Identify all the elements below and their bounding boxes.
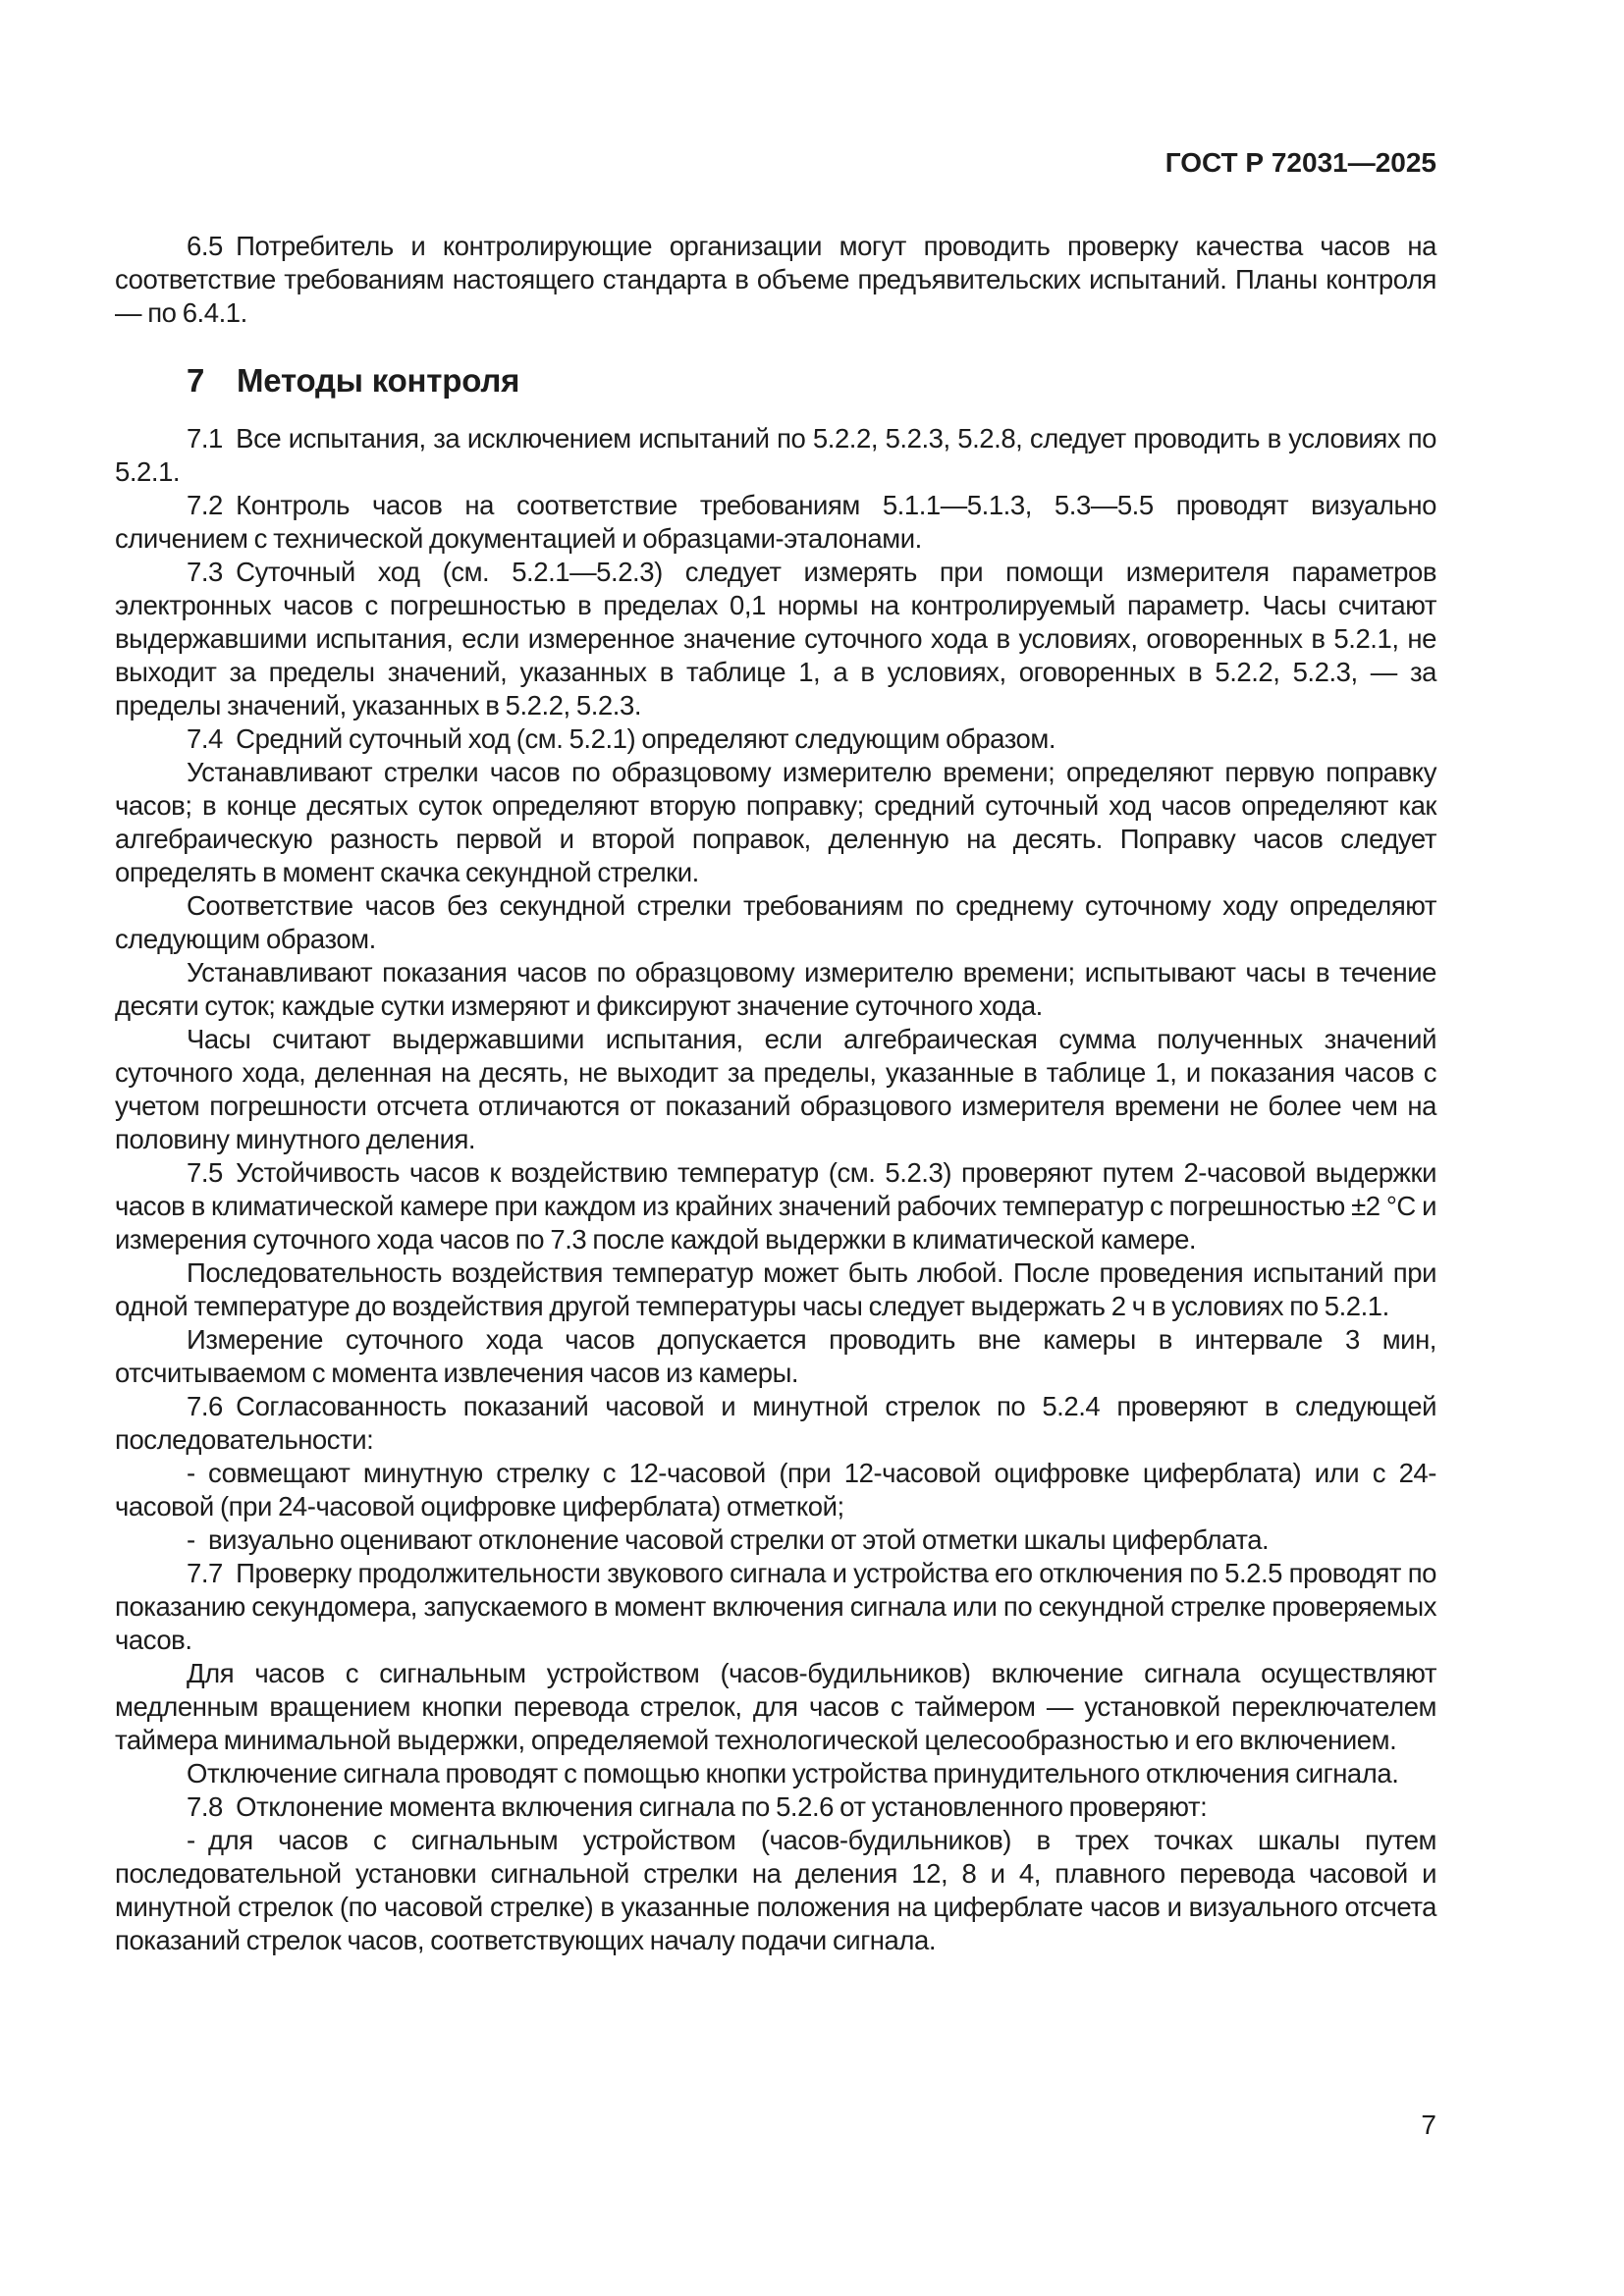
paragraph: 7.7 Проверку продолжительности звукового сигнала и устройства его отключения по 5.2.5 проводят по показанию секундомера, запускаемого в момент включения сигнала или по секундной стрелке проверяемых часов.	[115, 1558, 1436, 1655]
page-number: 7	[1421, 2109, 1436, 2140]
paragraph: Отключение сигнала проводят с помощью кнопки устройства принудительного отключения сигнала.	[187, 1758, 1399, 1789]
paragraph: 7.8 Отклонение момента включения сигнала по 5.2.6 от установленного проверяют:	[187, 1791, 1208, 1822]
list-item: - для часов с сигнальным устройством (часов-будильников) в трех точках шкалы путем последовательной установки сигнальной стрелки на деления 12, 8 и 4, плавного перевода часовой и минутной стрелок (по часовой стрелке) в указанные положения на циферблате часов и визуального отсчета показаний стрелок часов, соответствующих началу подачи сигнала.	[115, 1825, 1436, 1955]
section-heading: 7 Методы контроля	[187, 362, 520, 399]
paragraph: Для часов с сигнальным устройством (часов-будильников) включение сигнала осуществляют медленным вращением кнопки перевода стрелок, для часов с таймером — установкой переключателем таймера минимальной выдержки, определяемой технологической целесообразностью и его включением.	[115, 1658, 1436, 1755]
paragraph: 7.1 Все испытания, за исключением испытаний по 5.2.2, 5.2.3, 5.2.8, следует проводить в условиях по 5.2.1.	[115, 423, 1436, 487]
paragraph: 7.3 Суточный ход (см. 5.2.1—5.2.3) следует измерять при помощи измерителя параметров электронных часов с погрешностью в пределах 0,1 нормы на контролируемый параметр. Часы считают выдержавшими испытания, если измеренное значение суточного хода в условиях, оговоренных в 5.2.1, не выходит за пределы значений, указанных в таблице 1, а в условиях, оговоренных в 5.2.2, 5.2.3, — за пределы значений, указанных в 5.2.2, 5.2.3.	[115, 557, 1436, 721]
paragraph: Устанавливают показания часов по образцовому измерителю времени; испытывают часы в течение десяти суток; каждые сутки измеряют и фиксируют значение суточного хода.	[115, 957, 1436, 1021]
document-content	[115, 230, 1436, 1957]
paragraph: 7.5 Устойчивость часов к воздействию температур (см. 5.2.3) проверяют путем 2-часовой выдержки часов в климатической камере при каждом из крайних значений рабочих температур с погрешностью ±2 °С и измерения суточного хода часов по 7.3 после каждой выдержки в климатической камере.	[115, 1157, 1436, 1255]
paragraph: Соответствие часов без секундной стрелки требованиям по среднему суточному ходу определяют следующим образом.	[115, 890, 1436, 954]
document-header-code: ГОСТ Р 72031—2025	[1164, 147, 1436, 178]
paragraph: 7.6 Согласованность показаний часовой и минутной стрелок по 5.2.4 проверяют в следующей последовательности:	[115, 1391, 1436, 1455]
paragraph: Часы считают выдержавшими испытания, если алгебраическая сумма полученных значений суточного хода, деленная на десять, не выходит за пределы, указанные в таблице 1, и показания часов с учетом погрешности отсчета отличаются от показаний образцового измерителя времени не более чем на половину минутного деления.	[115, 1024, 1436, 1154]
paragraph: 6.5 Потребитель и контролирующие организации могут проводить проверку качества часов на соответствие требованиям настоящего стандарта в объеме предъявительских испытаний. Планы контроля — по 6.4.1.	[115, 231, 1436, 328]
paragraph: Устанавливают стрелки часов по образцовому измерителю времени; определяют первую поправку часов; в конце десятых суток определяют вторую поправку; средний суточный ход часов определяют как алгебраическую разность первой и второй поправок, деленную на десять. Поправку часов следует определять в момент скачка секундной стрелки.	[115, 757, 1436, 887]
paragraph: 7.2 Контроль часов на соответствие требованиям 5.1.1—5.1.3, 5.3—5.5 проводят визуально сличением с технической документацией и образцами-эталонами.	[115, 490, 1436, 554]
paragraph: Последовательность воздействия температур может быть любой. После проведения испытаний при одной температуре до воздействия другой температуры часы следует выдержать 2 ч в условиях по 5.2.1.	[115, 1257, 1436, 1321]
paragraph: 7.4 Средний суточный ход (см. 5.2.1) определяют следующим образом.	[187, 723, 1056, 754]
paragraph: Измерение суточного хода часов допускается проводить вне камеры в интервале 3 мин, отсчитываемом с момента извлечения часов из камеры.	[115, 1324, 1436, 1388]
list-item: - совмещают минутную стрелку с 12-часовой (при 12-часовой оцифровке циферблата) или с 24-часовой (при 24-часовой оцифровке циферблата) отметкой;	[115, 1458, 1436, 1522]
list-item: - визуально оценивают отклонение часовой стрелки от этой отметки шкалы циферблата.	[187, 1524, 1270, 1555]
